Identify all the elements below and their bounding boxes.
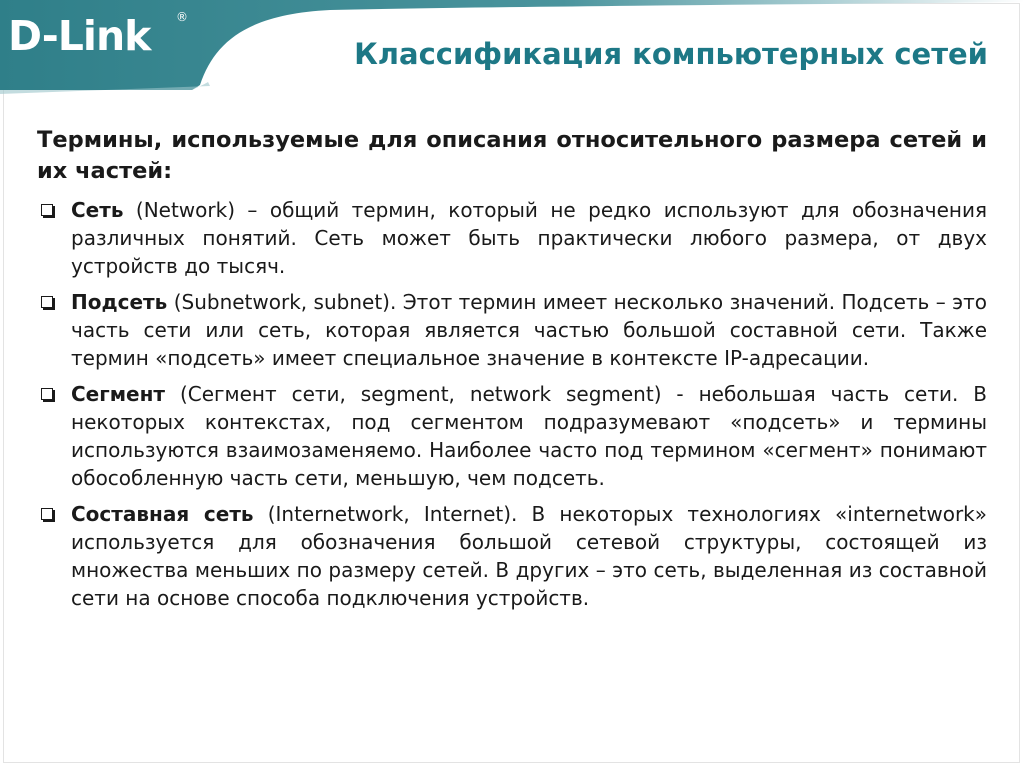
term-text [71,288,987,372]
list-item [37,196,987,280]
checkbox-bullet-icon [41,388,53,400]
term-text [71,500,987,612]
term-definition: (Subnetwork, subnet). Этот термин имеет несколько значений. Подсеть – это часть сети или сеть, которая является частью большой составной сети. Также термин «подсеть» имеет специальное значение в контексте IP-адресации. [71,290,987,370]
term-name: Сеть [71,198,124,222]
term-definition: (Internetwork, Internet). В некоторых технологиях «internetwork» используется для обозначения большой сетевой структуры, состоящей из множества меньших по размеру сетей. В других – это сеть, выделенная из составной сети на основе способа подключения устройств. [71,502,987,610]
term-text [71,380,987,492]
list-item [37,500,987,612]
term-name: Подсеть [71,290,168,314]
slide-title: Классификация компьютерных сетей [354,37,988,71]
checkbox-bullet-icon [41,296,53,308]
term-name: Сегмент [71,382,166,406]
registered-mark: ® [176,10,188,24]
term-list [37,196,987,620]
checkbox-bullet-icon [41,508,53,520]
term-definition: (Network) – общий термин, который не редко используют для обозначения различных понятий. Сеть может быть практически любого размера, от двух устройств до тысяч. [71,198,987,278]
list-item [37,288,987,372]
term-name: Составная сеть [71,502,254,526]
dlink-logo: D-Link [8,12,151,60]
term-definition: (Сегмент сети, segment, network segment) - небольшая часть сети. В некоторых контекстах, под сегментом подразумевают «подсеть» и термины используются взаимозаменяемо. Наиболее часто под термином «сегмент» понимают обособленную часть сети, меньшую, чем подсеть. [71,382,987,490]
term-text [71,196,987,280]
checkbox-bullet-icon [41,204,53,216]
slide-subtitle: Термины, используемые для описания относительного размера сетей и их частей: [37,127,987,184]
list-item [37,380,987,492]
